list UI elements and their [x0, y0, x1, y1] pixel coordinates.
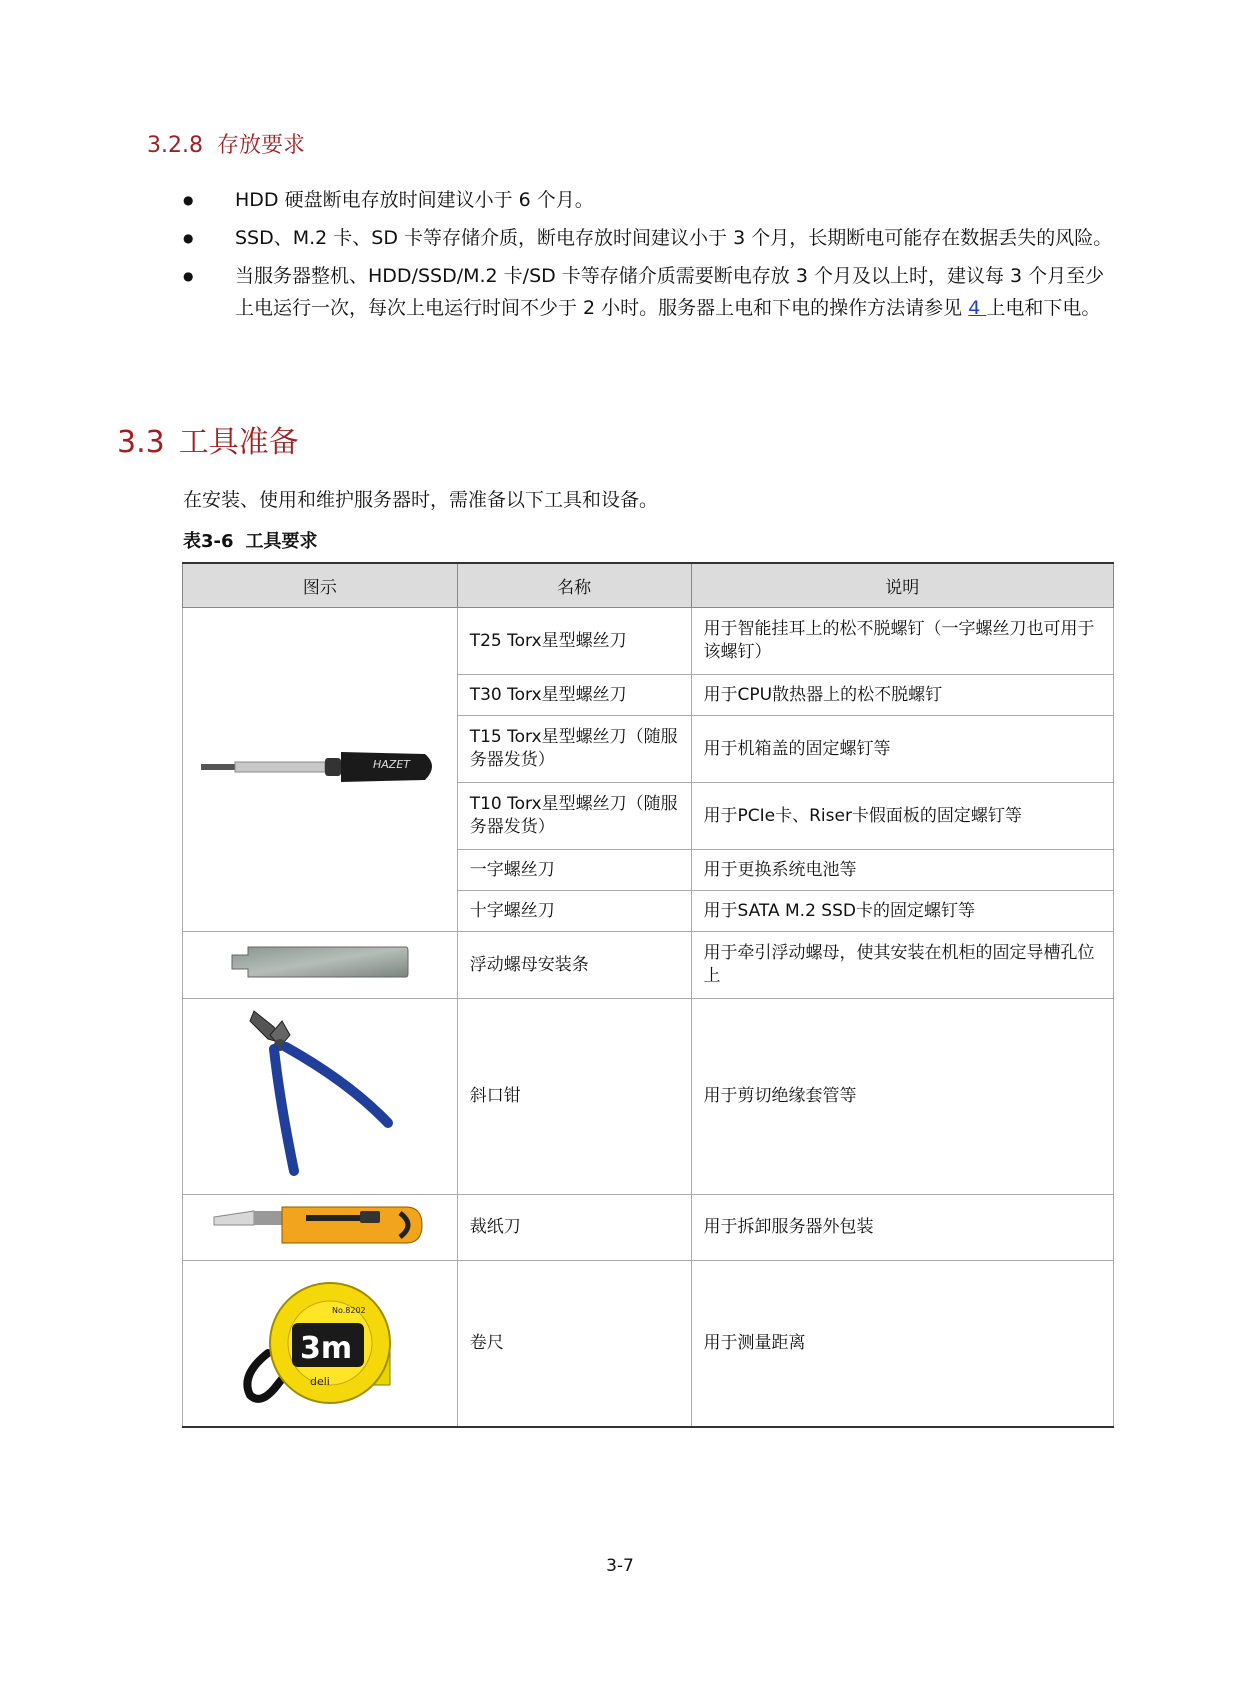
tool-desc: 用于更换系统电池等	[691, 850, 1114, 891]
table-caption	[183, 527, 318, 553]
screwdriver-image-cell	[183, 608, 458, 932]
section-number: 3.2.8	[147, 133, 203, 158]
tool-desc: 用于智能挂耳上的松不脱螺钉（一字螺丝刀也可用于该螺钉）	[691, 608, 1114, 675]
section-heading	[147, 128, 305, 159]
tape-brand: deli	[309, 1375, 330, 1388]
section-title: 存放要求	[216, 133, 305, 158]
tape-size: 3m	[299, 1331, 352, 1366]
table-row	[183, 1195, 1114, 1261]
chapter-heading	[117, 417, 299, 461]
caption-number: 表3-6	[183, 531, 234, 552]
tool-name: T10 Torx星型螺丝刀（随服务器发货）	[457, 783, 691, 850]
tool-name: T25 Torx星型螺丝刀	[457, 608, 691, 675]
tool-desc: 用于PCIe卡、Riser卡假面板的固定螺钉等	[691, 783, 1114, 850]
chapter-number: 3.3	[117, 425, 165, 460]
header-cell: 说明	[691, 563, 1114, 608]
bullet-item	[183, 260, 1119, 324]
header-cell: 图示	[183, 563, 458, 608]
intro-paragraph: 在安装、使用和维护服务器时，需准备以下工具和设备。	[183, 489, 659, 511]
page-number: 3-7	[606, 1556, 634, 1576]
table-row	[183, 608, 1114, 675]
bullet-list	[183, 184, 1119, 330]
utility-knife-image-cell	[183, 1195, 458, 1261]
tool-desc: 用于测量距离	[691, 1261, 1114, 1428]
tool-desc: 用于拆卸服务器外包装	[691, 1195, 1114, 1261]
diagonal-pliers-icon	[220, 1003, 420, 1183]
tool-desc: 用于剪切绝缘套管等	[691, 999, 1114, 1195]
tool-name: 卷尺	[457, 1261, 691, 1428]
tool-desc: 用于机箱盖的固定螺钉等	[691, 716, 1114, 783]
table-row	[183, 932, 1114, 999]
floating-nut-strip-image-cell	[183, 932, 458, 999]
tool-name: T15 Torx星型螺丝刀（随服务器发货）	[457, 716, 691, 783]
pliers-image-cell	[183, 999, 458, 1195]
tool-name: 裁纸刀	[457, 1195, 691, 1261]
screwdriver-icon	[195, 736, 445, 796]
table-header-row	[183, 563, 1114, 608]
tool-name: 一字螺丝刀	[457, 850, 691, 891]
tape-measure-image-cell	[183, 1261, 458, 1428]
tool-desc: 用于SATA M.2 SSD卡的固定螺钉等	[691, 891, 1114, 932]
tool-name: T30 Torx星型螺丝刀	[457, 675, 691, 716]
header-cell: 名称	[457, 563, 691, 608]
caption-title: 工具要求	[245, 531, 318, 552]
tape-measure-icon	[220, 1265, 420, 1415]
tape-model: No.8202	[331, 1306, 366, 1315]
tool-name: 十字螺丝刀	[457, 891, 691, 932]
tool-desc: 用于CPU散热器上的松不脱螺钉	[691, 675, 1114, 716]
tool-name: 斜口钳	[457, 999, 691, 1195]
floating-nut-strip-icon	[230, 945, 410, 979]
tool-name: 浮动螺母安装条	[457, 932, 691, 999]
bullet-text: 当服务器整机、HDD/SSD/M.2 卡/SD 卡等存储介质需要断电存放 3 个月及以上时，建议每 3 个月至少上电运行一次，每次上电运行时间不少于 2 小时。服务器上电和下电的操作方法请参见	[235, 265, 1105, 319]
chapter-title: 工具准备	[178, 425, 299, 460]
screwdriver-brand: HAZET	[372, 758, 410, 771]
bullet-item: ● SSD、M.2 卡、SD 卡等存储介质，断电存放时间建议小于 3 个月，长期断电可能存在数据丢失的风险。	[183, 222, 1119, 254]
chapter-link[interactable]: 4	[968, 297, 987, 319]
table-row	[183, 999, 1114, 1195]
tool-desc: 用于牵引浮动螺母，使其安装在机柜的固定导槽孔位上	[691, 932, 1114, 999]
bullet-text: 上电和下电。	[986, 297, 1101, 319]
bullet-item: ● HDD 硬盘断电存放时间建议小于 6 个月。	[183, 184, 1119, 216]
utility-knife-icon	[210, 1199, 430, 1249]
tools-table	[182, 562, 1114, 1428]
table-row	[183, 1261, 1114, 1428]
